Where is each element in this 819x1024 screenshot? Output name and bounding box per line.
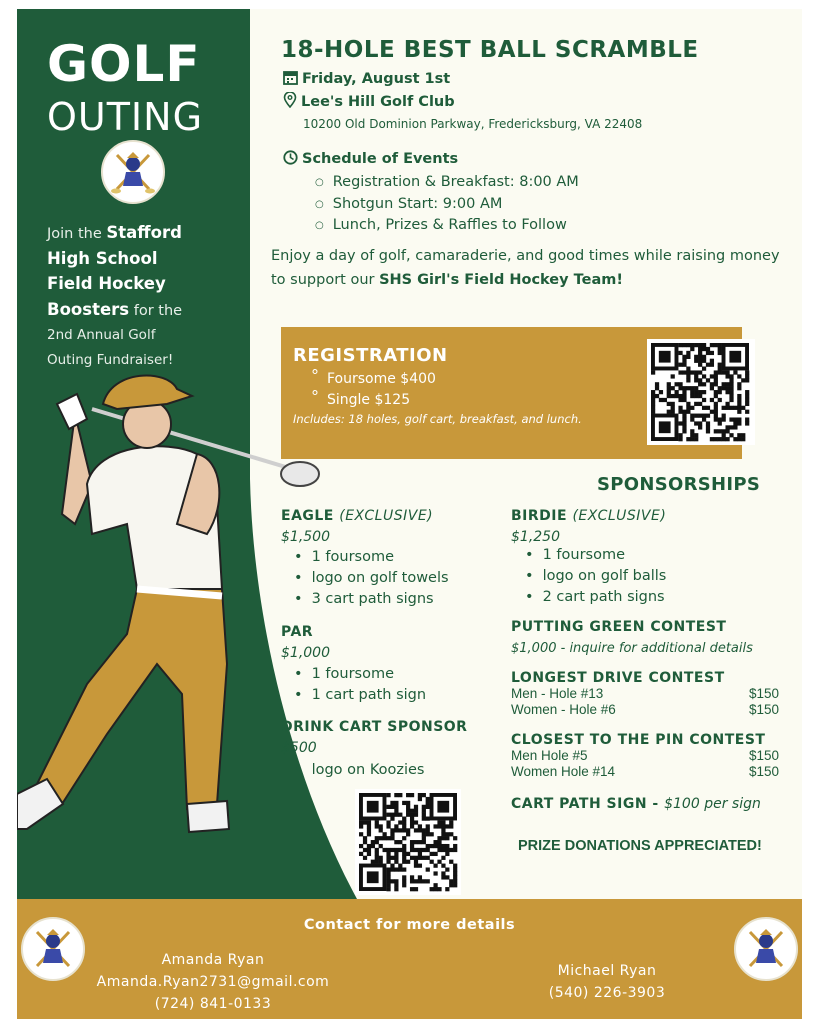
event-venue: Lee's Hill Golf Club — [283, 92, 455, 110]
stafford-logo — [21, 917, 85, 981]
list-item: • 1 foursome — [525, 545, 666, 566]
list-item: • logo on golf balls — [525, 566, 666, 587]
birdie-tier-title: BIRDIE (EXCLUSIVE) — [511, 508, 667, 524]
flyer — [17, 9, 802, 1019]
putting-contest-title: PUTTING GREEN CONTEST — [511, 619, 727, 635]
schedule-title: Schedule of Events — [283, 150, 458, 167]
drink-cart-tier-title: DRINK CART SPONSOR — [281, 719, 468, 735]
schedule-item: ○ Lunch, Prizes & Raffles to Follow — [315, 215, 579, 237]
registration-title: REGISTRATION — [293, 345, 448, 366]
contest-row: Men - Hole #13 $150 — [511, 686, 779, 701]
footer-title: Contact for more details — [303, 917, 516, 933]
intro-text: Join the Stafford High School Field Hockey Boosters for the 2nd Annual Golf Outing Fundraiser! — [47, 223, 183, 368]
eagle-perks — [294, 547, 449, 610]
contact2-name: Michael Ryan — [557, 963, 657, 979]
par-perks — [294, 664, 426, 706]
contact1-name: Amanda Ryan — [161, 952, 265, 968]
event-title: 18-HOLE BEST BALL SCRAMBLE — [281, 37, 699, 63]
prize-donations: PRIZE DONATIONS APPRECIATED! — [518, 838, 762, 854]
contact1-phone[interactable]: (724) 841-0133 — [154, 996, 272, 1012]
stafford-logo — [101, 140, 165, 204]
drink-cart-perks — [294, 760, 424, 781]
event-address: 10200 Old Dominion Parkway, Fredericksburg, VA 22408 — [303, 117, 643, 131]
eagle-price: $1,500 — [281, 529, 330, 545]
list-item: • 2 cart path signs — [525, 587, 666, 608]
registration-qr-code[interactable] — [647, 339, 755, 445]
title-outing: OUTING — [47, 95, 204, 139]
contact1-email[interactable]: Amanda.Ryan2731@gmail.com — [96, 974, 330, 990]
list-item: • 1 cart path sign — [294, 685, 426, 706]
clock-icon — [283, 150, 298, 165]
schedule-item: ○ Registration & Breakfast: 8:00 AM — [315, 172, 579, 194]
footer — [17, 899, 802, 1019]
birdie-price: $1,250 — [511, 529, 560, 545]
list-item: • 1 foursome — [294, 664, 426, 685]
contest-row: Women - Hole #6 $150 — [511, 702, 779, 717]
list-item: • 3 cart path signs — [294, 589, 449, 610]
registration-includes: Includes: 18 holes, golf cart, breakfast, and lunch. — [293, 412, 582, 426]
list-item: • logo on Koozies — [294, 760, 424, 781]
location-pin-icon — [283, 92, 297, 108]
stafford-logo — [734, 917, 798, 981]
event-date: Friday, August 1st — [283, 70, 450, 87]
closest-pin-title: CLOSEST TO THE PIN CONTEST — [511, 732, 766, 748]
contest-row: Women Hole #14 $150 — [511, 764, 779, 779]
schedule-list — [315, 172, 579, 237]
birdie-perks — [525, 545, 666, 608]
contest-row: Men Hole #5 $150 — [511, 748, 779, 763]
par-tier-title: PAR — [281, 624, 314, 640]
putting-contest-desc: $1,000 - inquire for additional details — [511, 641, 753, 656]
eagle-tier-title: EAGLE (EXCLUSIVE) — [281, 508, 434, 524]
list-item: • logo on golf towels — [294, 568, 449, 589]
longest-drive-title: LONGEST DRIVE CONTEST — [511, 670, 725, 686]
event-description: Enjoy a day of golf, camaraderie, and good times while raising money to support our SHS Girl's Field Hockey Team! — [271, 248, 780, 288]
drink-cart-price: $500 — [281, 740, 317, 756]
registration-option: ° Foursome $400 — [327, 371, 436, 387]
calendar-icon — [283, 70, 298, 85]
sponsorship-qr-code[interactable] — [355, 789, 461, 895]
sponsorships-title: SPONSORSHIPS — [597, 474, 761, 495]
contact2-phone[interactable]: (540) 226-3903 — [548, 985, 666, 1001]
schedule-item: ○ Shotgun Start: 9:00 AM — [315, 194, 579, 216]
registration-option: ° Single $125 — [327, 392, 410, 408]
cart-path-sign: CART PATH SIGN - $100 per sign — [511, 796, 761, 812]
par-price: $1,000 — [281, 645, 330, 661]
list-item: • 1 foursome — [294, 547, 449, 568]
title-golf: GOLF — [47, 35, 201, 93]
